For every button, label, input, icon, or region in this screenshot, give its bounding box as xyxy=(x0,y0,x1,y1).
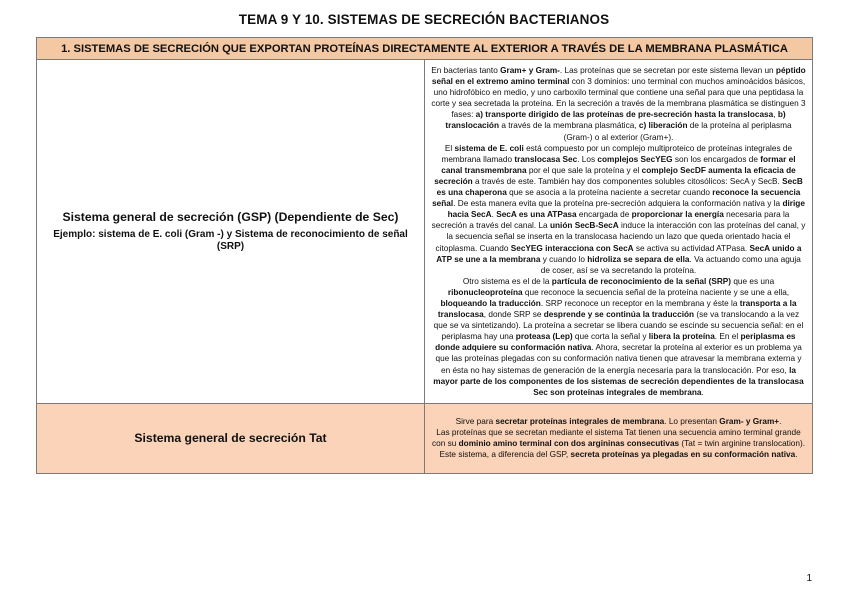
text-run: por el que sale la proteína y el xyxy=(526,165,642,175)
text-run: . Los xyxy=(577,154,598,164)
text-run: Otro sistema es el de la xyxy=(462,276,552,286)
text-run: está compuesto por un complejo multiproteico de proteínas integrales de membrana llamado xyxy=(441,143,793,164)
bold-text: c) liberación xyxy=(638,121,688,131)
text-run: que reconoce la secuencia señal de la proteína naciente y se une a ella, xyxy=(522,287,790,297)
bold-text: desprende y se continúa la traducción xyxy=(543,310,695,320)
bold-text: secreta proteínas ya plegadas en su conformación nativa xyxy=(570,450,796,460)
paragraph xyxy=(431,416,806,427)
bold-text: SecB es una chaperona xyxy=(436,176,803,198)
bold-text: complejo SecDF aumenta la eficacia de secreción xyxy=(434,165,796,186)
bold-text: periplasma es donde adquiere su conformación nativa xyxy=(435,332,796,353)
paragraph xyxy=(431,276,806,398)
text-run: necesaria para la secreción a través del canal. La xyxy=(431,210,790,231)
row-label-sec: Sistema general de secreción (GSP) (Dependiente de Sec) xyxy=(62,209,399,224)
text-run: y cuando lo xyxy=(540,254,588,264)
paragraph xyxy=(431,427,806,460)
bold-text: reconoce la secuencia señal xyxy=(432,188,801,209)
text-run: Sirve para xyxy=(455,417,496,427)
text-run: . Lo presentan xyxy=(664,417,720,427)
text-run: con 3 dominios: uno terminal con muchos aminoácidos básicos, uno hidrofóbico en medio, y uno carboxilo terminal que contiene una señal para que una peptidasa la corte y sea secretada la proteína. En la secreción a través de la membrana plasmática se distinguen 3 fases: xyxy=(431,77,806,120)
bold-text: complejos SecYEG xyxy=(597,154,673,164)
row-label-cell xyxy=(37,60,425,404)
text-run: , xyxy=(773,110,778,120)
paragraph xyxy=(431,143,806,276)
table-row-sec xyxy=(37,60,813,404)
bold-text: dirige hacia SecA xyxy=(447,199,805,220)
text-run: . xyxy=(779,417,782,427)
text-run: de la proteína al periplasma (Gram-) o al exterior (Gram+). xyxy=(563,121,792,142)
text-run: , donde SRP se xyxy=(483,310,544,320)
bold-text: formar el canal transmembrana xyxy=(441,154,796,175)
text-run: . De esta manera evita que la proteína pre-secreción adquiera la conformación nativa y la xyxy=(453,199,783,209)
text-run: que es una xyxy=(731,276,775,286)
bold-text: secretar proteínas integrales de membrana xyxy=(495,417,665,427)
bold-text: proteasa (Lep) xyxy=(515,332,573,342)
text-run: encargada de xyxy=(576,210,632,220)
text-run: . SRP reconoce un receptor en la membrana y éste la xyxy=(540,298,740,308)
paragraph xyxy=(431,65,806,143)
text-run: a través de este. También hay dos componentes solubles citosólicos: SecA y SecB. xyxy=(472,176,783,186)
text-run: . Las proteínas que se secretan por este sistema llevan un xyxy=(559,66,776,75)
text-run: que corta la señal y xyxy=(572,332,649,342)
text-run: (Tat = twin arginine translocation). Este sistema, a diferencia del GSP, xyxy=(439,439,805,460)
section-header: 1. SISTEMAS DE SECRECIÓN QUE EXPORTAN PROTEÍNAS DIRECTAMENTE AL EXTERIOR A TRAVÉS DE LA MEMBRANA PLASMÁTICA xyxy=(37,38,813,60)
bold-text: libera la proteína xyxy=(648,332,715,342)
bold-text: dominio amino terminal con dos argininas consecutivas xyxy=(458,439,680,449)
bold-text: a) transporte dirigido de las proteínas de pre-secreción hasta la translocasa xyxy=(475,110,774,120)
text-run: . xyxy=(795,450,798,460)
bold-text: proporcionar la energía xyxy=(631,210,724,220)
table-row-tat xyxy=(37,403,813,473)
text-run: El xyxy=(444,143,455,153)
text-run: (se va translocando a la vez que se va sintetizando). La proteína a secretar se libera cuando se escinde su secuencia señal: en el periplasma hay una xyxy=(433,310,804,342)
bold-text: SecA es una ATPasa xyxy=(496,210,577,220)
text-run: induce la interacción con las proteínas del canal, y la secuencia señal se inserta en la translocasa haciendo un lazo que queda orientado hacia el citoplasma. Cuando xyxy=(435,221,806,253)
bold-text: transporta a la translocasa xyxy=(437,298,797,320)
bold-text: Gram- y Gram+ xyxy=(719,417,780,427)
row-example-sec: Ejemplo: sistema de E. coli (Gram -) y Sistema de reconocimiento de señal (SRP) xyxy=(53,229,408,253)
text-run: . En el xyxy=(714,332,741,342)
row-label-tat: Sistema general de secreción Tat xyxy=(134,430,327,445)
bold-text: translocasa Sec xyxy=(514,154,578,164)
page-title: TEMA 9 Y 10. SISTEMAS DE SECRECIÓN BACTERIANOS xyxy=(238,12,610,27)
text-run: a través de la membrana plasmática, xyxy=(499,121,639,131)
bold-text: Gram+ y Gram- xyxy=(500,66,560,75)
text-run: que se asocia a la proteína naciente a secretar cuando xyxy=(506,188,713,198)
bold-text: unión SecB-SecA xyxy=(549,221,619,231)
row-body-tat xyxy=(425,403,813,473)
text-run: se activa su actividad ATPasa. xyxy=(633,243,750,253)
text-run: son los encargados de xyxy=(672,154,761,164)
bold-text: partícula de reconocimiento de la señal (SRP) xyxy=(551,276,732,286)
row-body-sec xyxy=(425,60,813,404)
text-run: . Va actuando como una aguja de coser, así se va secretando la proteína. xyxy=(540,254,801,275)
text-run: . Ahora, secretar la proteína al exterior es un problema ya que las proteínas plegadas con su conformación nativa tienen que atravesar la membrana externa y en ésta no hay sistemas de generación de la energía necesaria para la translocación. Por eso, xyxy=(435,343,802,375)
bold-text: SecYEG interacciona con SecA xyxy=(510,243,634,253)
row-label-cell xyxy=(37,403,425,473)
bold-text: sistema de E. coli xyxy=(454,143,524,153)
bold-text: SecA unido a ATP se une a la membrana xyxy=(436,243,802,264)
bold-text: ribonucleoproteína xyxy=(447,287,523,297)
bold-text: b) translocación xyxy=(445,110,786,131)
text-run: . xyxy=(701,387,704,397)
text-run: . xyxy=(491,210,497,220)
bold-text: la mayor parte de los componentes de los sistemas de secreción dependientes de la translocasa Sec son proteínas integrales de membrana xyxy=(433,365,804,397)
content-table xyxy=(36,37,813,474)
page-number: 1 xyxy=(806,573,812,584)
bold-text: bloqueando la traducción xyxy=(440,298,541,308)
text-run: Las proteínas que se secretan mediante el sistema Tat tienen una secuencia amino terminal grande con su xyxy=(432,428,801,449)
bold-text: péptido señal en el extremo amino terminal xyxy=(431,66,806,87)
text-run: En bacterias tanto xyxy=(431,66,501,75)
bold-text: hidroliza se separa de ella xyxy=(587,254,690,264)
